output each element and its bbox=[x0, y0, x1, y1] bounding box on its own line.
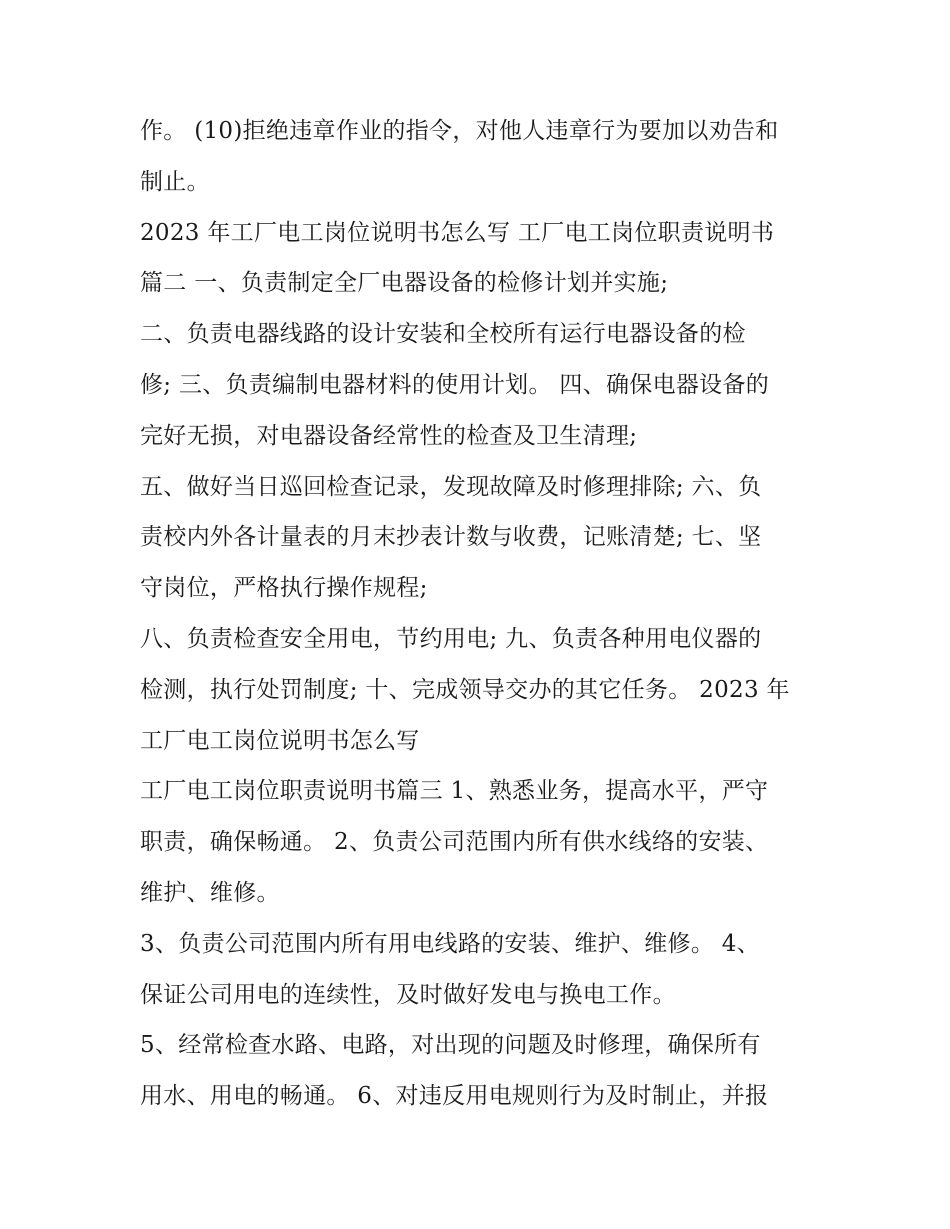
text-line: 二、负责电器线路的设计安装和全校所有运行电器设备的检 bbox=[140, 321, 746, 348]
paragraph-1 bbox=[140, 106, 820, 208]
text-line: 检测，执行处罚制度; 十、完成领导交办的其它任务。 2023 年 bbox=[140, 676, 790, 703]
text-line: 职责，确保畅通。 2、负责公司范围内所有供水线络的安装、 bbox=[140, 829, 769, 856]
text-line: 守岗位，严格执行操作规程; bbox=[140, 575, 428, 602]
text-line: 3、负责公司范围内所有用电线路的安装、维护、维修。 4、 bbox=[140, 930, 760, 957]
text-line: 完好无损，对电器设备经常性的检查及卫生清理; bbox=[140, 422, 638, 449]
paragraph-6 bbox=[140, 766, 820, 918]
text-line: 作。 (10)拒绝违章作业的指令，对他人违章行为要加以劝告和 bbox=[140, 118, 779, 144]
text-line: 责校内外各计量表的月末抄表计数与收费，记账清楚; 七、坚 bbox=[140, 524, 762, 551]
text-line: 用水、用电的畅通。 6、对违反用电规则行为及时制止，并报 bbox=[140, 1083, 769, 1110]
text-line: 工厂电工岗位说明书怎么写 bbox=[140, 727, 420, 754]
paragraph-8 bbox=[140, 1020, 820, 1122]
paragraph-2 bbox=[140, 208, 820, 310]
paragraph-4 bbox=[140, 462, 820, 614]
text-line: 修; 三、负责编制电器材料的使用计划。 四、确保电器设备的 bbox=[140, 371, 770, 398]
paragraph-3 bbox=[140, 309, 820, 461]
document-body bbox=[140, 106, 820, 1122]
text-line: 保证公司用电的连续性，及时做好发电与换电工作。 bbox=[140, 981, 676, 1008]
paragraph-7 bbox=[140, 919, 820, 1021]
text-line: 维护、维修。 bbox=[140, 879, 280, 906]
text-line: 5、经常检查水路、电路，对出现的问题及时修理，确保所有 bbox=[140, 1032, 761, 1059]
text-line: 2023 年工厂电工岗位说明书怎么写 工厂电工岗位职责说明书 bbox=[140, 219, 775, 246]
text-line: 工厂电工岗位职责说明书篇三 1、熟悉业务，提高水平，严守 bbox=[140, 778, 769, 805]
text-line: 五、做好当日巡回检查记录，发现故障及时修理排除; 六、负 bbox=[140, 473, 762, 500]
text-line: 制止。 bbox=[140, 168, 210, 195]
text-line: 八、负责检查安全用电，节约用电; 九、负责各种用电仪器的 bbox=[140, 625, 762, 652]
paragraph-5 bbox=[140, 614, 820, 766]
text-line: 篇二 一、负责制定全厂电器设备的检修计划并实施; bbox=[140, 270, 669, 297]
